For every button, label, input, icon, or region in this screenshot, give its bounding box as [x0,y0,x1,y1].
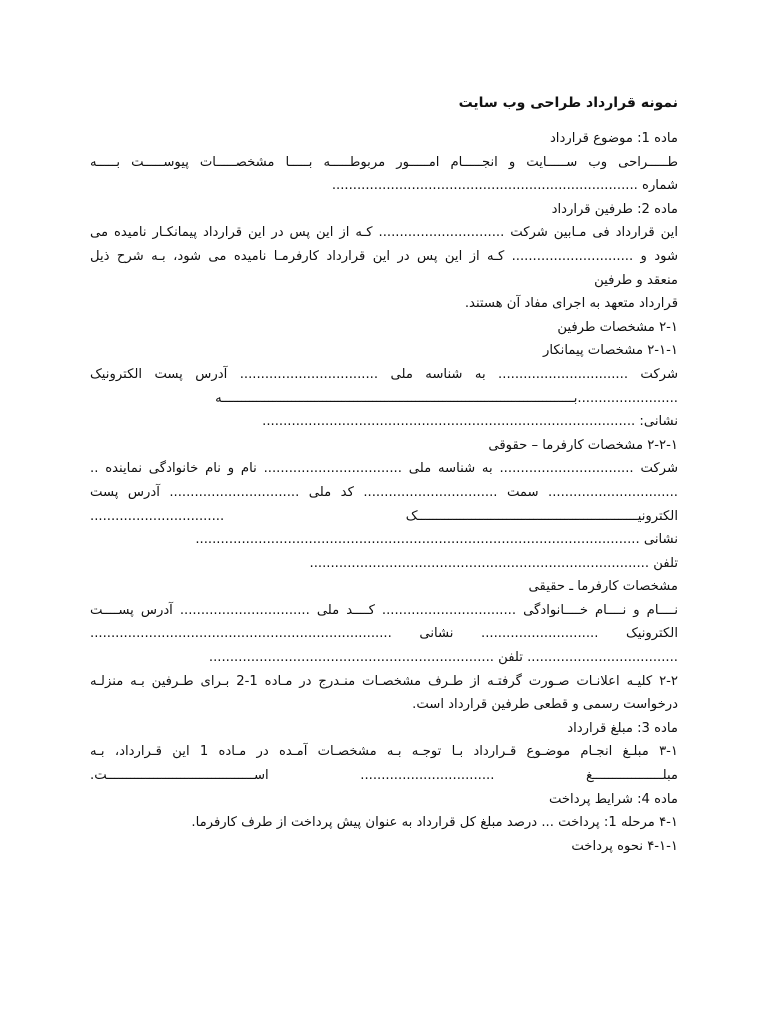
doc-line: نــــام و نــــام خــــانوادگی ................................ کــــد ملی ............................... آدرس پســــت [90,602,678,618]
document-body [90,93,678,858]
doc-line: ۲-۲-۱ مشخصات کارفرما – حقوقی [488,437,678,453]
doc-line: شرکت ................................ به شناسه ملی ................................. نام و نام خانوادگی نماینده .. [90,461,678,477]
doc-line: ۴-۱-۱ نحوه پرداخت [571,838,678,854]
doc-line: ........................بـــــــــــــــــــــــــــــــــــــــــــــــــــــــــــــــــــــــــــــــــــــــــــه [215,390,678,406]
doc-line: شود و ............................. کـه از این پس در این قرارداد کارفرمـا نامیده می شود، بـه شرح ذیل [90,248,678,264]
doc-line: الکترونیک ............................ نشانی ........................................................................ [90,626,678,642]
doc-line: نشانی: ......................................................................................... [262,414,678,430]
doc-line: منعقد و طرفین [594,272,678,288]
doc-line: ۲-۲ کلیـه اعلانـات صـورت گرفتـه از طـرف مشخصـات منـدرج در مـاده 1-2 بـرای طـرفین بـه منزلـه [90,673,678,689]
doc-line: این قرارداد فی مـابین شرکت .............................. کـه از این پس در این قرارداد پیمانکـار نامیده می [90,225,678,241]
doc-line: مشخصات کارفرما ـ حقیقی [528,579,678,595]
doc-line: نشانی .......................................................................................................... [195,532,678,548]
doc-line: ۲-۱ مشخصات طرفین [557,319,678,335]
doc-line: تلفن ................................................................................. [309,555,678,571]
doc-line: مبلــــــــــــــــــغ ................................ اســــــــــــــــــــــــــــــــــــــت. [90,768,678,784]
doc-line: قرارداد متعهد به اجرای مفاد آن هستند. [464,296,678,312]
doc-line: ۴-۱ مرحله 1: پرداخت ... درصد مبلغ کل قرارداد به عنوان پیش پرداخت از طرف کارفرما. [191,815,678,831]
document-lines [90,127,678,858]
doc-line: الکترونیـــــــــــــــــــــــــــــــــــــــــــــــــــــــــک ................................ [90,508,678,524]
doc-line: .................................... تلفن .................................................................... [208,650,678,666]
doc-line: ۲-۱-۱ مشخصات پیمانکار [542,343,678,359]
doc-line: ماده 3: مبلغ قرارداد [567,720,678,736]
doc-line: ماده 2: طرفین قرارداد [551,201,678,217]
doc-line: شماره ......................................................................... [331,178,678,194]
doc-line: ۳-۱ مبلـغ انجـام موضـوع قـرارداد بـا توجـه بـه مشخصـات آمـده در مـاده 1 این قـرارداد، بـه [90,744,678,760]
doc-line: ماده 4: شرایط پرداخت [548,791,678,807]
doc-line: شرکت ............................... به شناسه ملی ................................. آدرس پست الکترونیک [90,366,678,382]
doc-line: ماده 1: موضوع قرارداد [549,131,678,146]
doc-line: طـــــراحی وب ســـــایت و انجـــــام امـــــور مربوطـــــه بـــــا مشخصـــــات پیوســـــت بـــــه [90,154,678,170]
doc-line: ............................... سمت ................................ کد ملی ............................... آدرس پست [90,484,678,500]
doc-line: درخواست رسمی و قطعی طرفین قرارداد است. [412,697,678,713]
document-title: نمونه قرارداد طراحی وب سایت [458,95,678,111]
